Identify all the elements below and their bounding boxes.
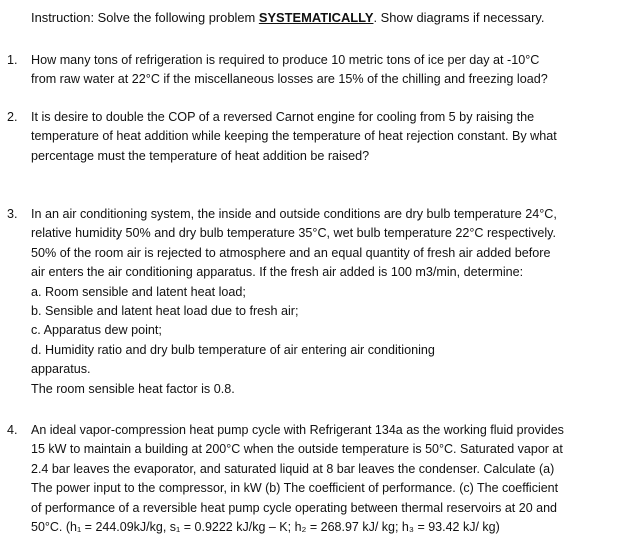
instruction-line bbox=[31, 8, 544, 27]
question-line: 2.4 bar leaves the evaporator, and saturated liquid at 8 bar leaves the condenser. Calculate (a) bbox=[31, 461, 555, 476]
sub-question-b: b. Sensible and latent heat load due to fresh air; bbox=[31, 304, 299, 319]
question-text bbox=[31, 205, 625, 399]
question-text bbox=[31, 421, 625, 537]
sub-question-c: c. Apparatus dew point; bbox=[31, 323, 162, 338]
question-line: The power input to the compressor, in kW (b) The coefficient of performance. (c) The coefficient bbox=[31, 481, 559, 496]
question-line: 50% of the room air is rejected to atmosphere and an equal quantity of fresh air added before bbox=[31, 245, 551, 260]
question-line: 50°C. (h₁ = 244.09kJ/kg, s₁ = 0.9222 kJ/kg – K; h₂ = 268.97 kJ/ kg; h₃ = 93.42 kJ/ kg) bbox=[31, 520, 500, 535]
question-line: How many tons of refrigeration is required to produce 10 metric tons of ice per day at -10°C bbox=[31, 53, 540, 67]
instruction-suffix: . Show diagrams if necessary. bbox=[373, 10, 545, 25]
question-number: 2. bbox=[7, 110, 18, 124]
question-line: relative humidity 50% and dry bulb temperature 35°C, wet bulb temperature 22°C respectively. bbox=[31, 226, 557, 241]
question-line: In an air conditioning system, the inside and outside conditions are dry bulb temperature 24°C, bbox=[31, 207, 557, 221]
question-line: from raw water at 22°C if the miscellaneous losses are 15% of the chilling and freezing load? bbox=[31, 72, 548, 87]
question-line: of performance of a reversible heat pump cycle operating between thermal reservoirs at 20 and bbox=[31, 500, 557, 515]
question-text bbox=[31, 108, 625, 166]
question-number: 1. bbox=[7, 53, 18, 67]
instruction-emphasis: SYSTEMATICALLY bbox=[258, 10, 374, 25]
question-text bbox=[31, 51, 625, 90]
question-line: air enters the air conditioning apparatus. If the fresh air added is 100 m3/min, determine: bbox=[31, 265, 524, 280]
sub-question-d: d. Humidity ratio and dry bulb temperature of air entering air conditioning bbox=[31, 342, 435, 357]
question-line: An ideal vapor-compression heat pump cycle with Refrigerant 134a as the working fluid provides bbox=[31, 423, 564, 437]
question-line: 15 kW to maintain a building at 200°C when the outside temperature is 50°C. Saturated vapor at bbox=[31, 442, 563, 457]
instruction-prefix: Instruction: Solve the following problem bbox=[31, 10, 259, 25]
question-number: 3. bbox=[7, 207, 18, 221]
sub-question-a: a. Room sensible and latent heat load; bbox=[31, 284, 246, 299]
question-number: 4. bbox=[7, 423, 18, 437]
question-line: The room sensible heat factor is 0.8. bbox=[31, 381, 235, 396]
question-line: temperature of heat addition while keeping the temperature of heat rejection constant. By what bbox=[31, 129, 557, 144]
question-line: percentage must the temperature of heat addition be raised? bbox=[31, 148, 370, 163]
question-line: It is desire to double the COP of a reversed Carnot engine for cooling from 5 by raising the bbox=[31, 110, 535, 124]
question-line: apparatus. bbox=[31, 362, 91, 377]
